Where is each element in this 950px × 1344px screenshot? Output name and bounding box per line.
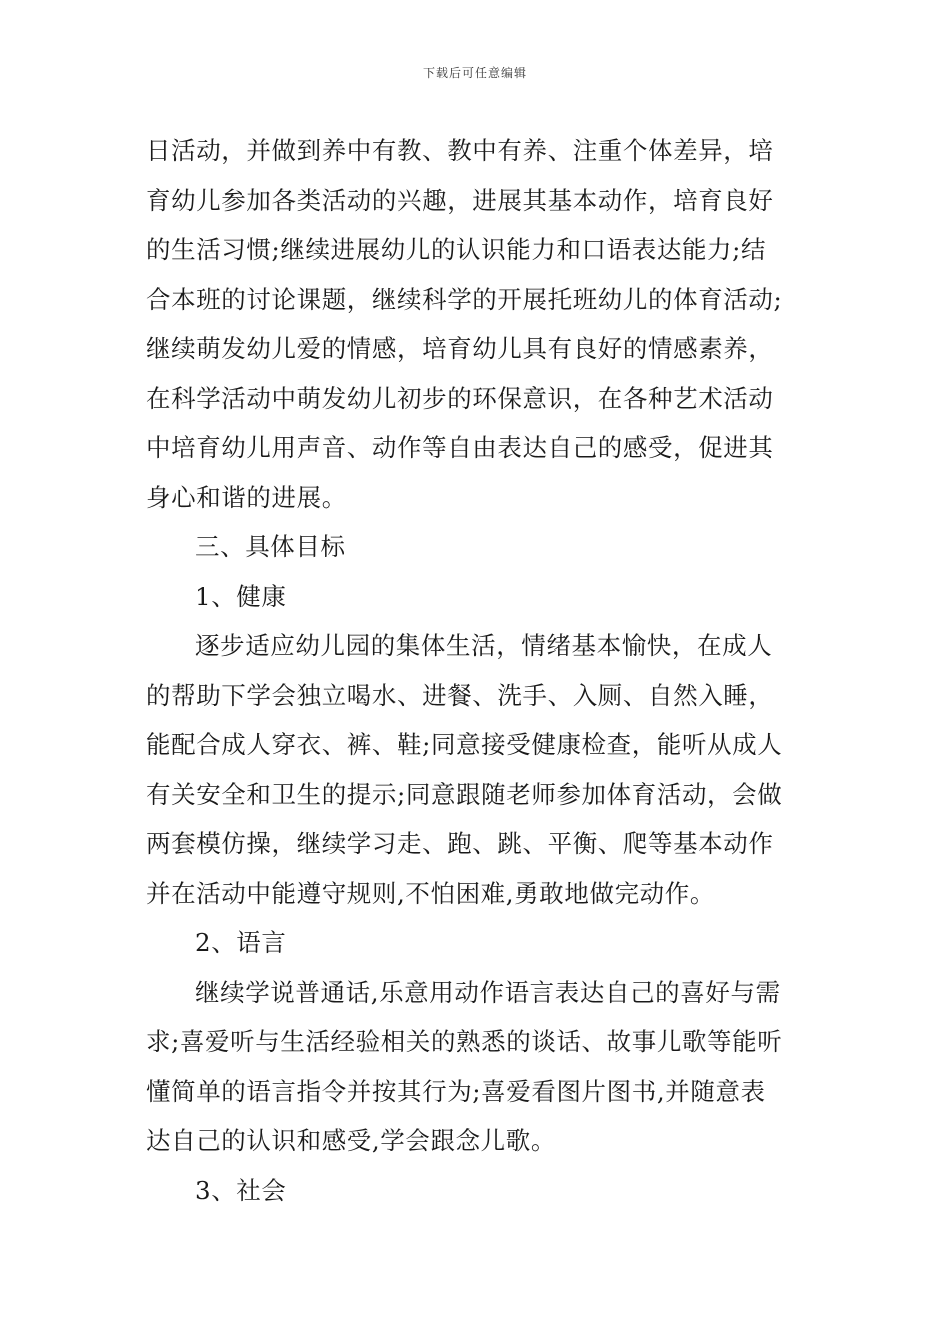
- paragraph-line: 求;喜爱听与生活经验相关的熟悉的谈话、故事儿歌等能听: [146, 1027, 783, 1056]
- paragraph-line: 身心和谐的进展。: [146, 482, 347, 512]
- paragraph-line: 育幼儿参加各类活动的兴趣，进展其基本动作，培育良好: [146, 185, 774, 215]
- paragraph-line: 在科学活动中萌发幼儿初步的环保意识，在各种艺术活动: [146, 383, 774, 413]
- paragraph-line: 合本班的讨论课题，继续科学的开展托班幼儿的体育活动;: [146, 284, 783, 314]
- paragraph-line: 中培育幼儿用声音、动作等自由表达自己的感受，促进其: [146, 433, 774, 462]
- paragraph-line: 的生活习惯;继续进展幼儿的认识能力和口语表达能力;结: [146, 235, 767, 264]
- paragraph-line: 能配合成人穿衣、裤、鞋;同意接受健康检查，能听从成人: [146, 730, 783, 759]
- paragraph-line: 日活动，并做到养中有教、教中有养、注重个体差异，培: [146, 136, 774, 165]
- subsection-heading-health: 1、健康: [195, 581, 287, 611]
- subsection-heading-language: 2、语言: [195, 928, 287, 957]
- document-body: [146, 126, 808, 1215]
- paragraph-line: 继续学说普通话,乐意用动作语言表达自己的喜好与需: [195, 977, 781, 1007]
- subsection-heading-society: 3、社会: [195, 1175, 287, 1205]
- paragraph-line: 两套模仿操，继续学习走、跑、跳、平衡、爬等基本动作: [146, 829, 774, 858]
- paragraph-line: 有关安全和卫生的提示;同意跟随老师参加体育活动，会做: [146, 779, 783, 809]
- page-header-note: 下载后可任意编辑: [422, 66, 527, 80]
- paragraph-line: 继续萌发幼儿爱的情感，培育幼儿具有良好的情感素养，: [146, 334, 774, 363]
- paragraph-line: 并在活动中能遵守规则,不怕困难,勇敢地做完动作。: [146, 878, 715, 908]
- section-heading: 三、具体目标: [195, 532, 346, 561]
- paragraph-line: 的帮助下学会独立喝水、进餐、洗手、入厕、自然入睡，: [146, 680, 774, 710]
- paragraph-line: 达自己的认识和感受,学会跟念儿歌。: [146, 1126, 556, 1155]
- paragraph-line: 逐步适应幼儿园的集体生活，情绪基本愉快，在成人: [195, 631, 773, 660]
- paragraph-line: 懂简单的语言指令并按其行为;喜爱看图片图书,并随意表: [146, 1076, 766, 1106]
